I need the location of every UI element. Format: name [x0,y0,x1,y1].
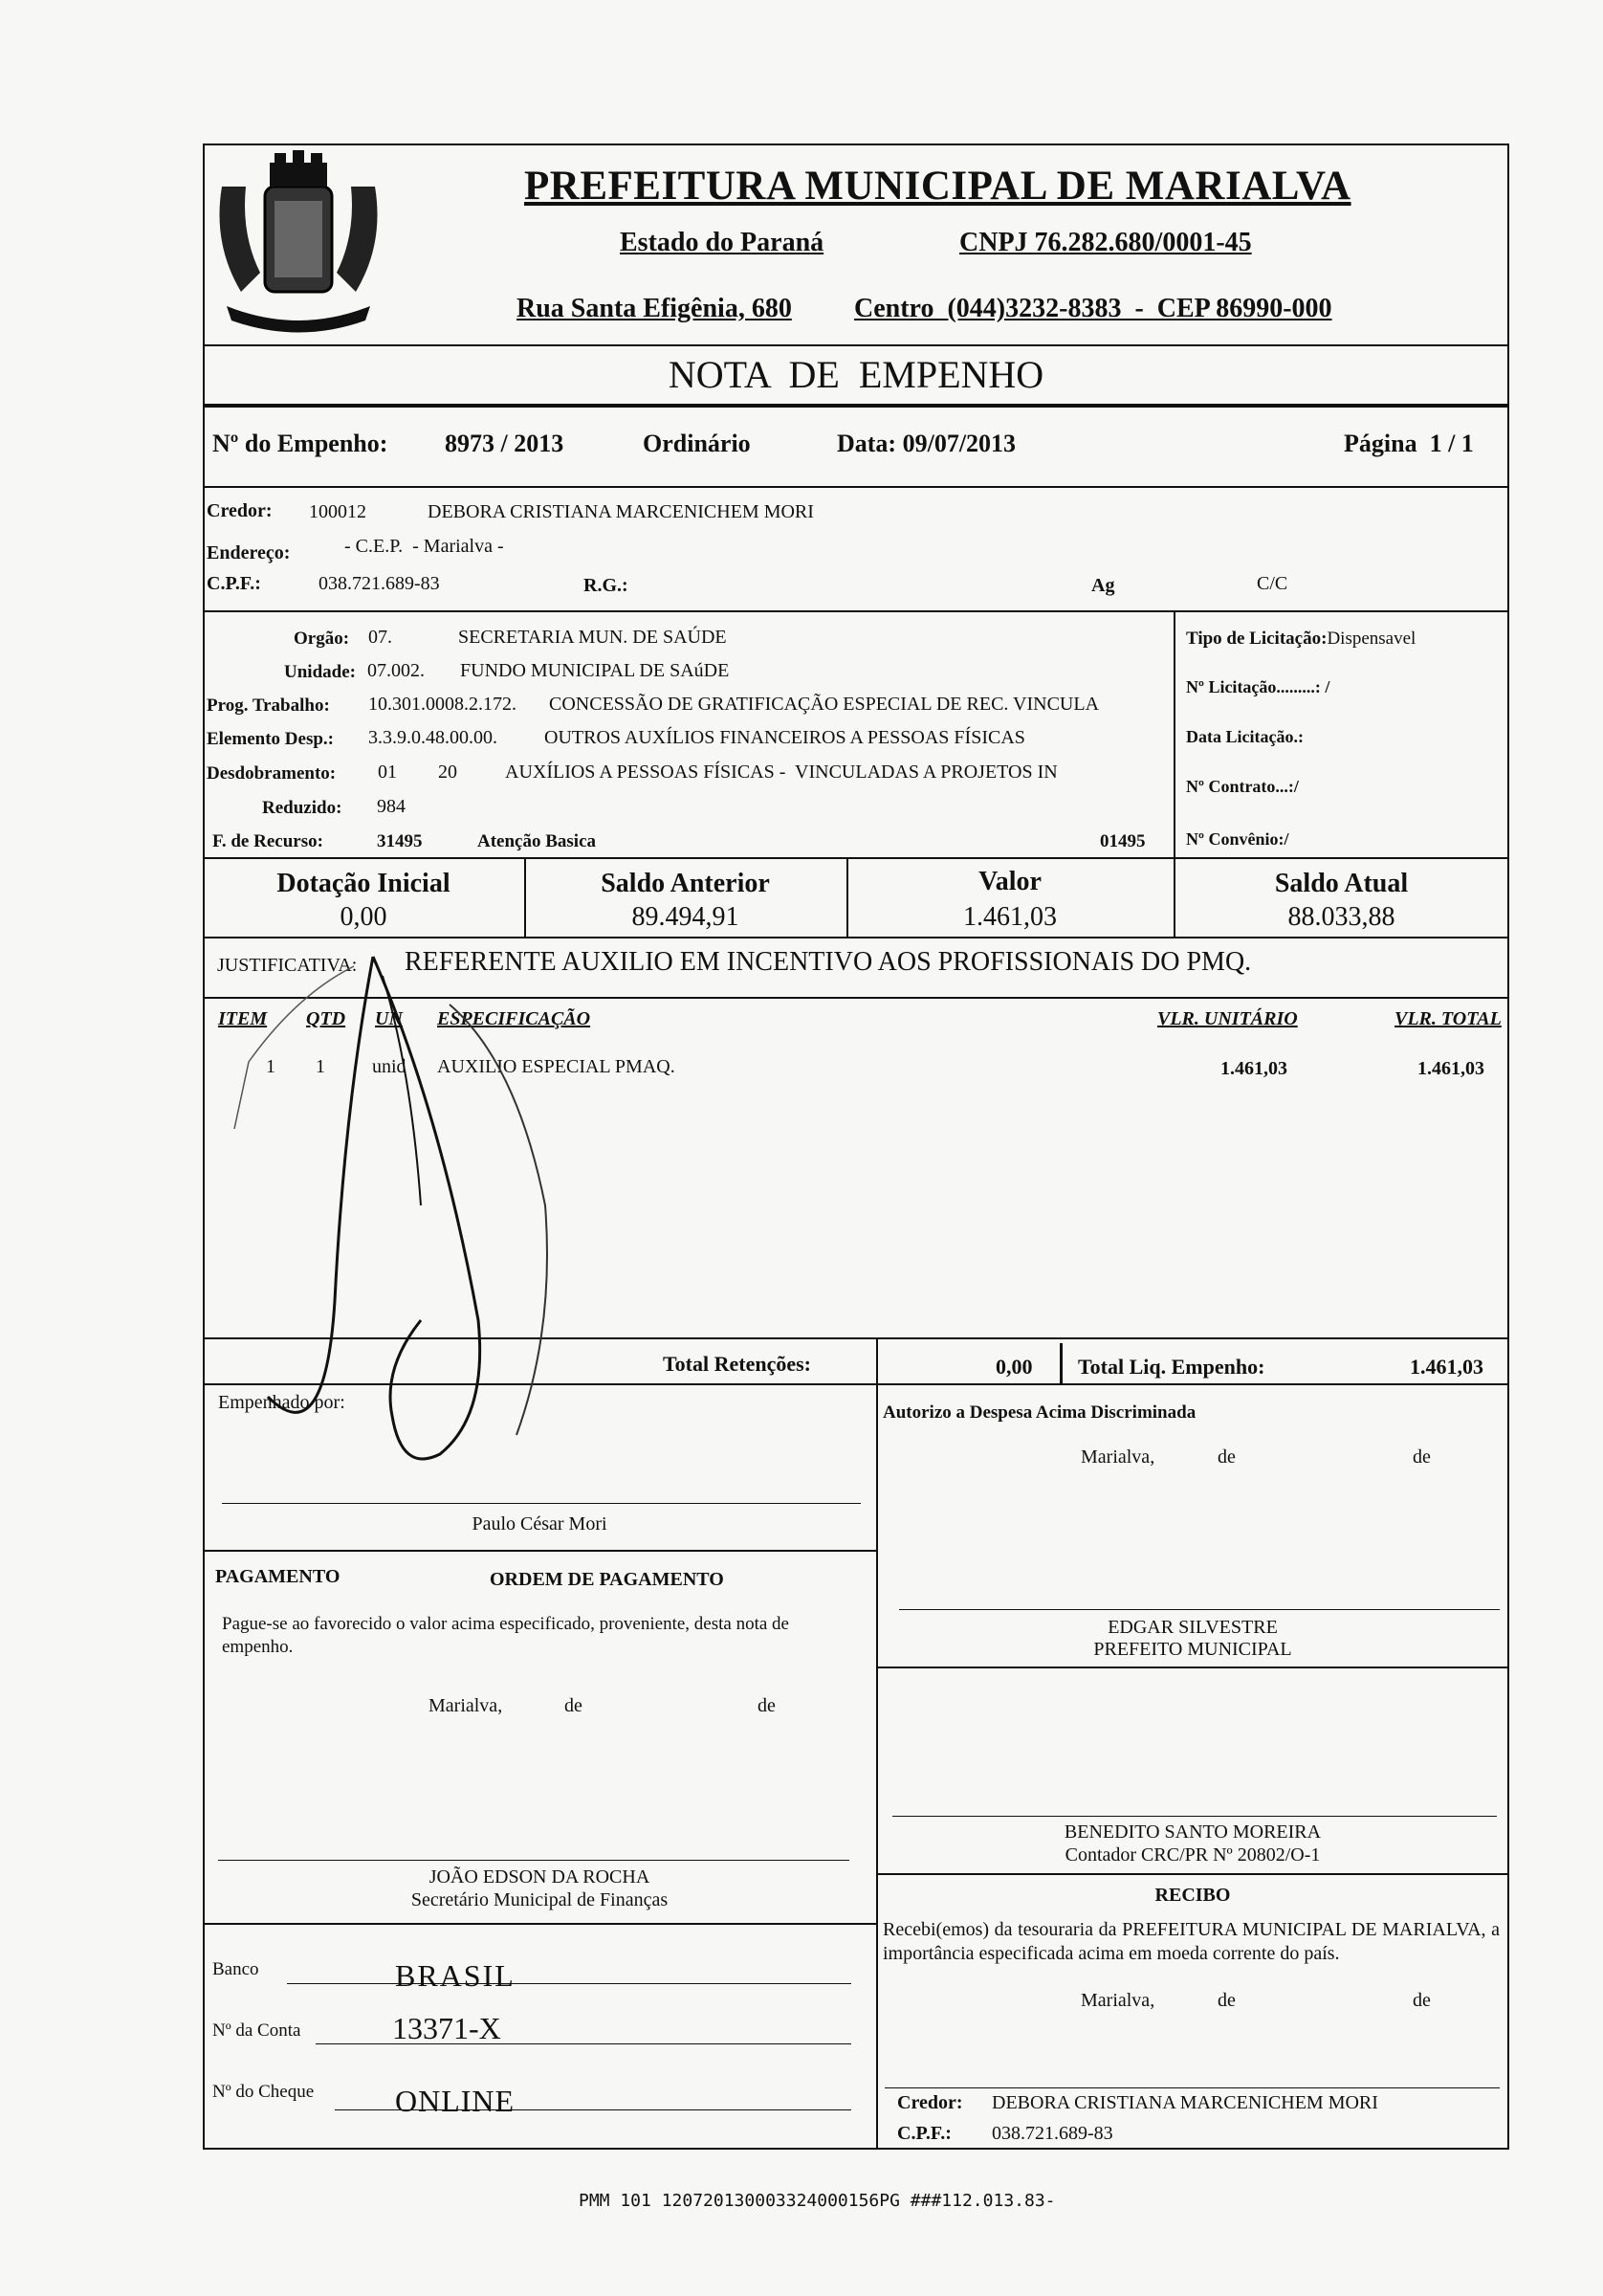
valor-value: 1.461,03 [963,902,1057,932]
desdobramento-code-2: 20 [438,762,457,783]
signature-line [222,1503,861,1504]
divider [203,404,1509,408]
total-liquido-label: Total Liq. Empenho: [1078,1355,1265,1379]
elemento-name: OUTROS AUXÍLIOS FINANCEIROS A PESSOAS FÍSICAS [544,727,1025,748]
valor-label: Valor [978,867,1042,896]
empenho-label: Nº do Empenho: [212,430,388,457]
banco-label: Banco [212,1959,259,1979]
pagamento-label: PAGAMENTO [215,1566,340,1587]
unidade-code: 07.002. [367,660,425,681]
endereco-value: - C.E.P. - Marialva - [344,536,504,557]
justificativa-text: REFERENTE AUXILIO EM INCENTIVO AOS PROFISSIONAIS DO PMQ. [405,947,1252,977]
pagamento-de-1: de [564,1695,582,1716]
elemento-code: 3.3.9.0.48.00.00. [368,727,497,748]
recibo-cpf-value: 038.721.689-83 [992,2123,1113,2144]
col-un: UN [375,1008,403,1029]
divider [203,857,1509,859]
orgao-code: 07. [368,627,392,648]
saldo-atual-value: 88.033,88 [1287,902,1395,932]
unidade-name: FUNDO MUNICIPAL DE SAúDE [460,660,730,681]
reduzido-value: 984 [377,796,406,817]
divider [203,486,1509,488]
col-qtd: QTD [306,1008,346,1029]
empenho-number: 8973 / 2013 [445,430,564,457]
header-title: PREFEITURA MUNICIPAL DE MARIALVA [524,164,1351,209]
ag-label: Ag [1091,575,1115,596]
row-qtd: 1 [316,1056,325,1077]
recibo-title: RECIBO [1154,1885,1231,1906]
header-state: Estado do Paraná [620,228,824,257]
col-unit: VLR. UNITÁRIO [1157,1008,1298,1029]
coat-of-arms-logo [203,148,394,344]
page-number: Página 1 / 1 [1344,430,1474,457]
licitacao-tipo [1186,629,1416,650]
header-address: Rua Santa Efigênia, 680 [516,294,792,323]
divider [203,1550,876,1552]
signature-line [218,1860,849,1861]
banco-value: BRASIL [395,1958,516,1993]
contador-title: Contador CRC/PR Nº 20802/O-1 [1065,1844,1321,1866]
prefeito-name: EDGAR SILVESTRE [1108,1617,1278,1638]
pagamento-text: Pague-se ao favorecido o valor acima especificado, proveniente, desta nota de empenho. [222,1614,789,1657]
licitacao-numero: Nº Licitação.........: / [1186,677,1330,696]
divider [876,1337,878,1383]
unidade-label: Unidade: [284,662,356,682]
empenho-type: Ordinário [643,430,751,457]
recibo-credor-label: Credor: [897,2092,963,2113]
orgao-label: Orgão: [294,629,350,649]
saldo-anterior-value: 89.494,91 [631,902,739,932]
divider [203,610,1509,612]
recibo-de-2: de [1413,1990,1431,2011]
recibo-city: Marialva, [1081,1990,1155,2011]
col-spec: ESPECIFICAÇÃO [437,1008,591,1029]
document-title: NOTA DE EMPENHO [668,353,1044,396]
header-address-2: Centro (044)3232-8383 - CEP 86990-000 [854,294,1332,323]
licitacao-data: Data Licitação.: [1186,727,1304,746]
recurso-label: F. de Recurso: [212,831,323,851]
handwritten-signature [230,918,670,1492]
ordem-pagamento-label: ORDEM DE PAGAMENTO [490,1569,724,1590]
dotacao-label: Dotação Inicial [276,869,450,898]
cheque-label: Nº do Cheque [212,2082,315,2102]
recurso-name: Atenção Basica [477,831,597,851]
autorizo-de-1: de [1218,1446,1236,1468]
credor-name: DEBORA CRISTIANA MARCENICHEM MORI [428,501,814,522]
pagamento-city: Marialva, [428,1695,503,1716]
recibo-text: Recebi(emos) da tesouraria da PREFEITURA MUNICIPAL DE MARIALVA, a importância especificada acima em moeda corrente do país. [883,1919,1500,1964]
licitacao-convenio: Nº Convênio:/ [1186,829,1289,849]
divider [203,344,1509,346]
elemento-label: Elemento Desp.: [207,729,334,749]
retencoes-value: 0,00 [996,1355,1033,1379]
prefeito-title: PREFEITO MUNICIPAL [1093,1639,1292,1660]
licitacao-tipo-label: Tipo de Licitação: [1186,629,1328,649]
signature-line [885,2087,1500,2088]
divider [203,1923,876,1925]
empenhado-label: Empenhado por: [218,1392,345,1413]
prog-name: CONCESSÃO DE GRATIFICAÇÃO ESPECIAL DE REC. VINCULA [549,694,1100,715]
cheque-value: ONLINE [395,2084,516,2118]
recibo-cpf-label: C.P.F.: [897,2123,952,2144]
pagamento-de-2: de [758,1695,776,1716]
signature-line [899,1609,1500,1610]
recibo-credor-name: DEBORA CRISTIANA MARCENICHEM MORI [992,2092,1378,2113]
footer-code: PMM 101 120720130003324000156PG ###112.013.83- [579,2191,1056,2211]
dotacao-value: 0,00 [340,902,387,932]
secretario-title: Secretário Municipal de Finanças [410,1889,669,1910]
header-cnpj: CNPJ 76.282.680/0001-45 [959,228,1252,257]
licitacao-contrato: Nº Contrato...:/ [1186,777,1299,796]
licitacao-tipo-value: Dispensavel [1327,629,1416,649]
orgao-name: SECRETARIA MUN. DE SAÚDE [458,627,727,648]
justificativa-label: JUSTIFICATIVA: [217,955,358,976]
empenhado-name: Paulo César Mori [472,1513,607,1534]
banco-line [287,1983,851,1984]
conta-label: Nº da Conta [212,2020,301,2041]
recibo-de-1: de [1218,1990,1236,2011]
endereco-label: Endereço: [207,542,291,563]
divider [876,1383,878,2150]
recurso-code-2: 01495 [1100,831,1146,851]
autorizo-de-2: de [1413,1446,1431,1468]
conta-value: 13371-X [392,2011,501,2045]
divider [1060,1343,1063,1383]
autorizo-city: Marialva, [1081,1446,1155,1468]
cc-label: C/C [1257,573,1288,594]
desdobramento-label: Desdobramento: [207,763,337,784]
prog-label: Prog. Trabalho: [207,695,330,716]
signature-line [892,1816,1497,1817]
divider [876,1873,1509,1875]
autorizo-text: Autorizo a Despesa Acima Discriminada [883,1402,1197,1423]
contador-name: BENEDITO SANTO MOREIRA [1064,1821,1322,1843]
saldo-atual-label: Saldo Atual [1274,869,1409,898]
reduzido-label: Reduzido: [262,798,342,818]
cpf-label: C.P.F.: [207,573,261,594]
row-unit: 1.461,03 [1220,1058,1287,1079]
divider [876,1667,1509,1668]
cpf-value: 038.721.689-83 [318,573,440,594]
col-item: ITEM [218,1008,268,1029]
row-un: unid [372,1056,406,1077]
rg-label: R.G.: [583,575,628,596]
row-spec: AUXILIO ESPECIAL PMAQ. [437,1056,675,1077]
desdobramento-code-1: 01 [378,762,397,783]
saldo-anterior-label: Saldo Anterior [601,869,770,898]
credor-code: 100012 [309,501,366,522]
recurso-code: 31495 [377,831,423,851]
retencoes-label: Total Retenções: [663,1352,811,1376]
row-item: 1 [266,1056,275,1077]
prog-code: 10.301.0008.2.172. [368,694,516,715]
empenho-date: Data: 09/07/2013 [837,430,1017,457]
total-liquido-value: 1.461,03 [1410,1355,1483,1379]
divider [1174,610,1175,857]
row-total: 1.461,03 [1417,1058,1484,1079]
desdobramento-name: AUXÍLIOS A PESSOAS FÍSICAS - VINCULADAS A PROJETOS IN [505,762,1058,783]
credor-label: Credor: [207,500,273,521]
secretario-name: JOÃO EDSON DA ROCHA [428,1866,650,1888]
col-total: VLR. TOTAL [1394,1008,1502,1029]
